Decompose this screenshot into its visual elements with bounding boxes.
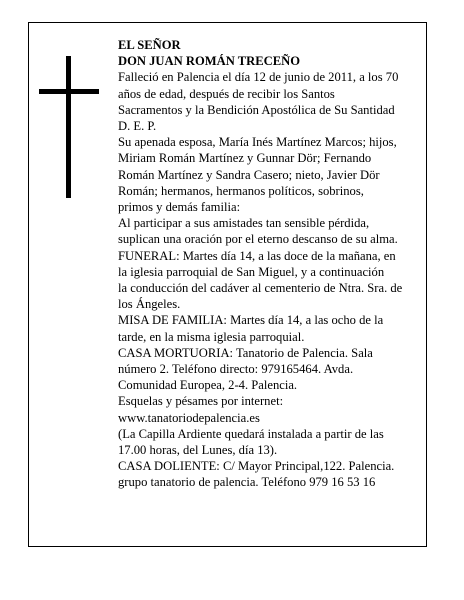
cross-horizontal-bar: [39, 89, 99, 94]
funeral-home-info: CASA MORTUORIA: Tanatorio de Palencia. Sala número 2. Teléfono directo: 979165464. Avda. Comunidad Europea, 2-4. Palencia.: [118, 345, 373, 393]
online-condolences: Esquelas y pésames por internet: www.tanatoriodepalencia.es: [118, 394, 284, 425]
cross-vertical-bar: [66, 56, 71, 198]
death-announcement: Falleció en Palencia el día 12 de junio de 2011, a los 70 años de edad, después de recibir los Santos Sacramentos y la Bendición Apostólica de Su Santidad D. E. P.: [118, 70, 399, 134]
family-list: Su apenada esposa, María Inés Martínez Marcos; hijos, Miriam Román Martínez y Gunnar Dör; Fernando Román Martínez y Sandra Casero; nieto, Javier Dör Román; hermanos, hermanos políticos, sobrinos, primos y demás familia:: [118, 135, 397, 215]
mourning-house-info: CASA DOLIENTE: C/ Mayor Principal,122. Palencia. grupo tanatorio de palencia. Teléfono 979 16 53 16: [118, 459, 395, 490]
family-mass-info: MISA DE FAMILIA: Martes día 14, a las ocho de la tarde, en la misma iglesia parroquial.: [118, 313, 384, 344]
notice-body: [118, 37, 418, 491]
notice-title-line1: EL SEÑOR: [118, 38, 181, 52]
prayer-request: Al participar a sus amistades tan sensible pérdida, suplican una oración por el eterno descanso de su alma.: [118, 216, 398, 247]
chapel-info: (La Capilla Ardiente quedará instalada a partir de las 17.00 horas, del Lunes, día 13).: [118, 426, 384, 458]
notice-title-line2: DON JUAN ROMÁN TRECEÑO: [118, 54, 301, 69]
funeral-info: FUNERAL: Martes día 14, a las doce de la mañana, en la iglesia parroquial de San Miguel, y a continuación la conducción del cadáver al cementerio de Ntra. Sra. de los Ángeles.: [118, 248, 403, 312]
latin-cross-icon: [39, 56, 99, 198]
